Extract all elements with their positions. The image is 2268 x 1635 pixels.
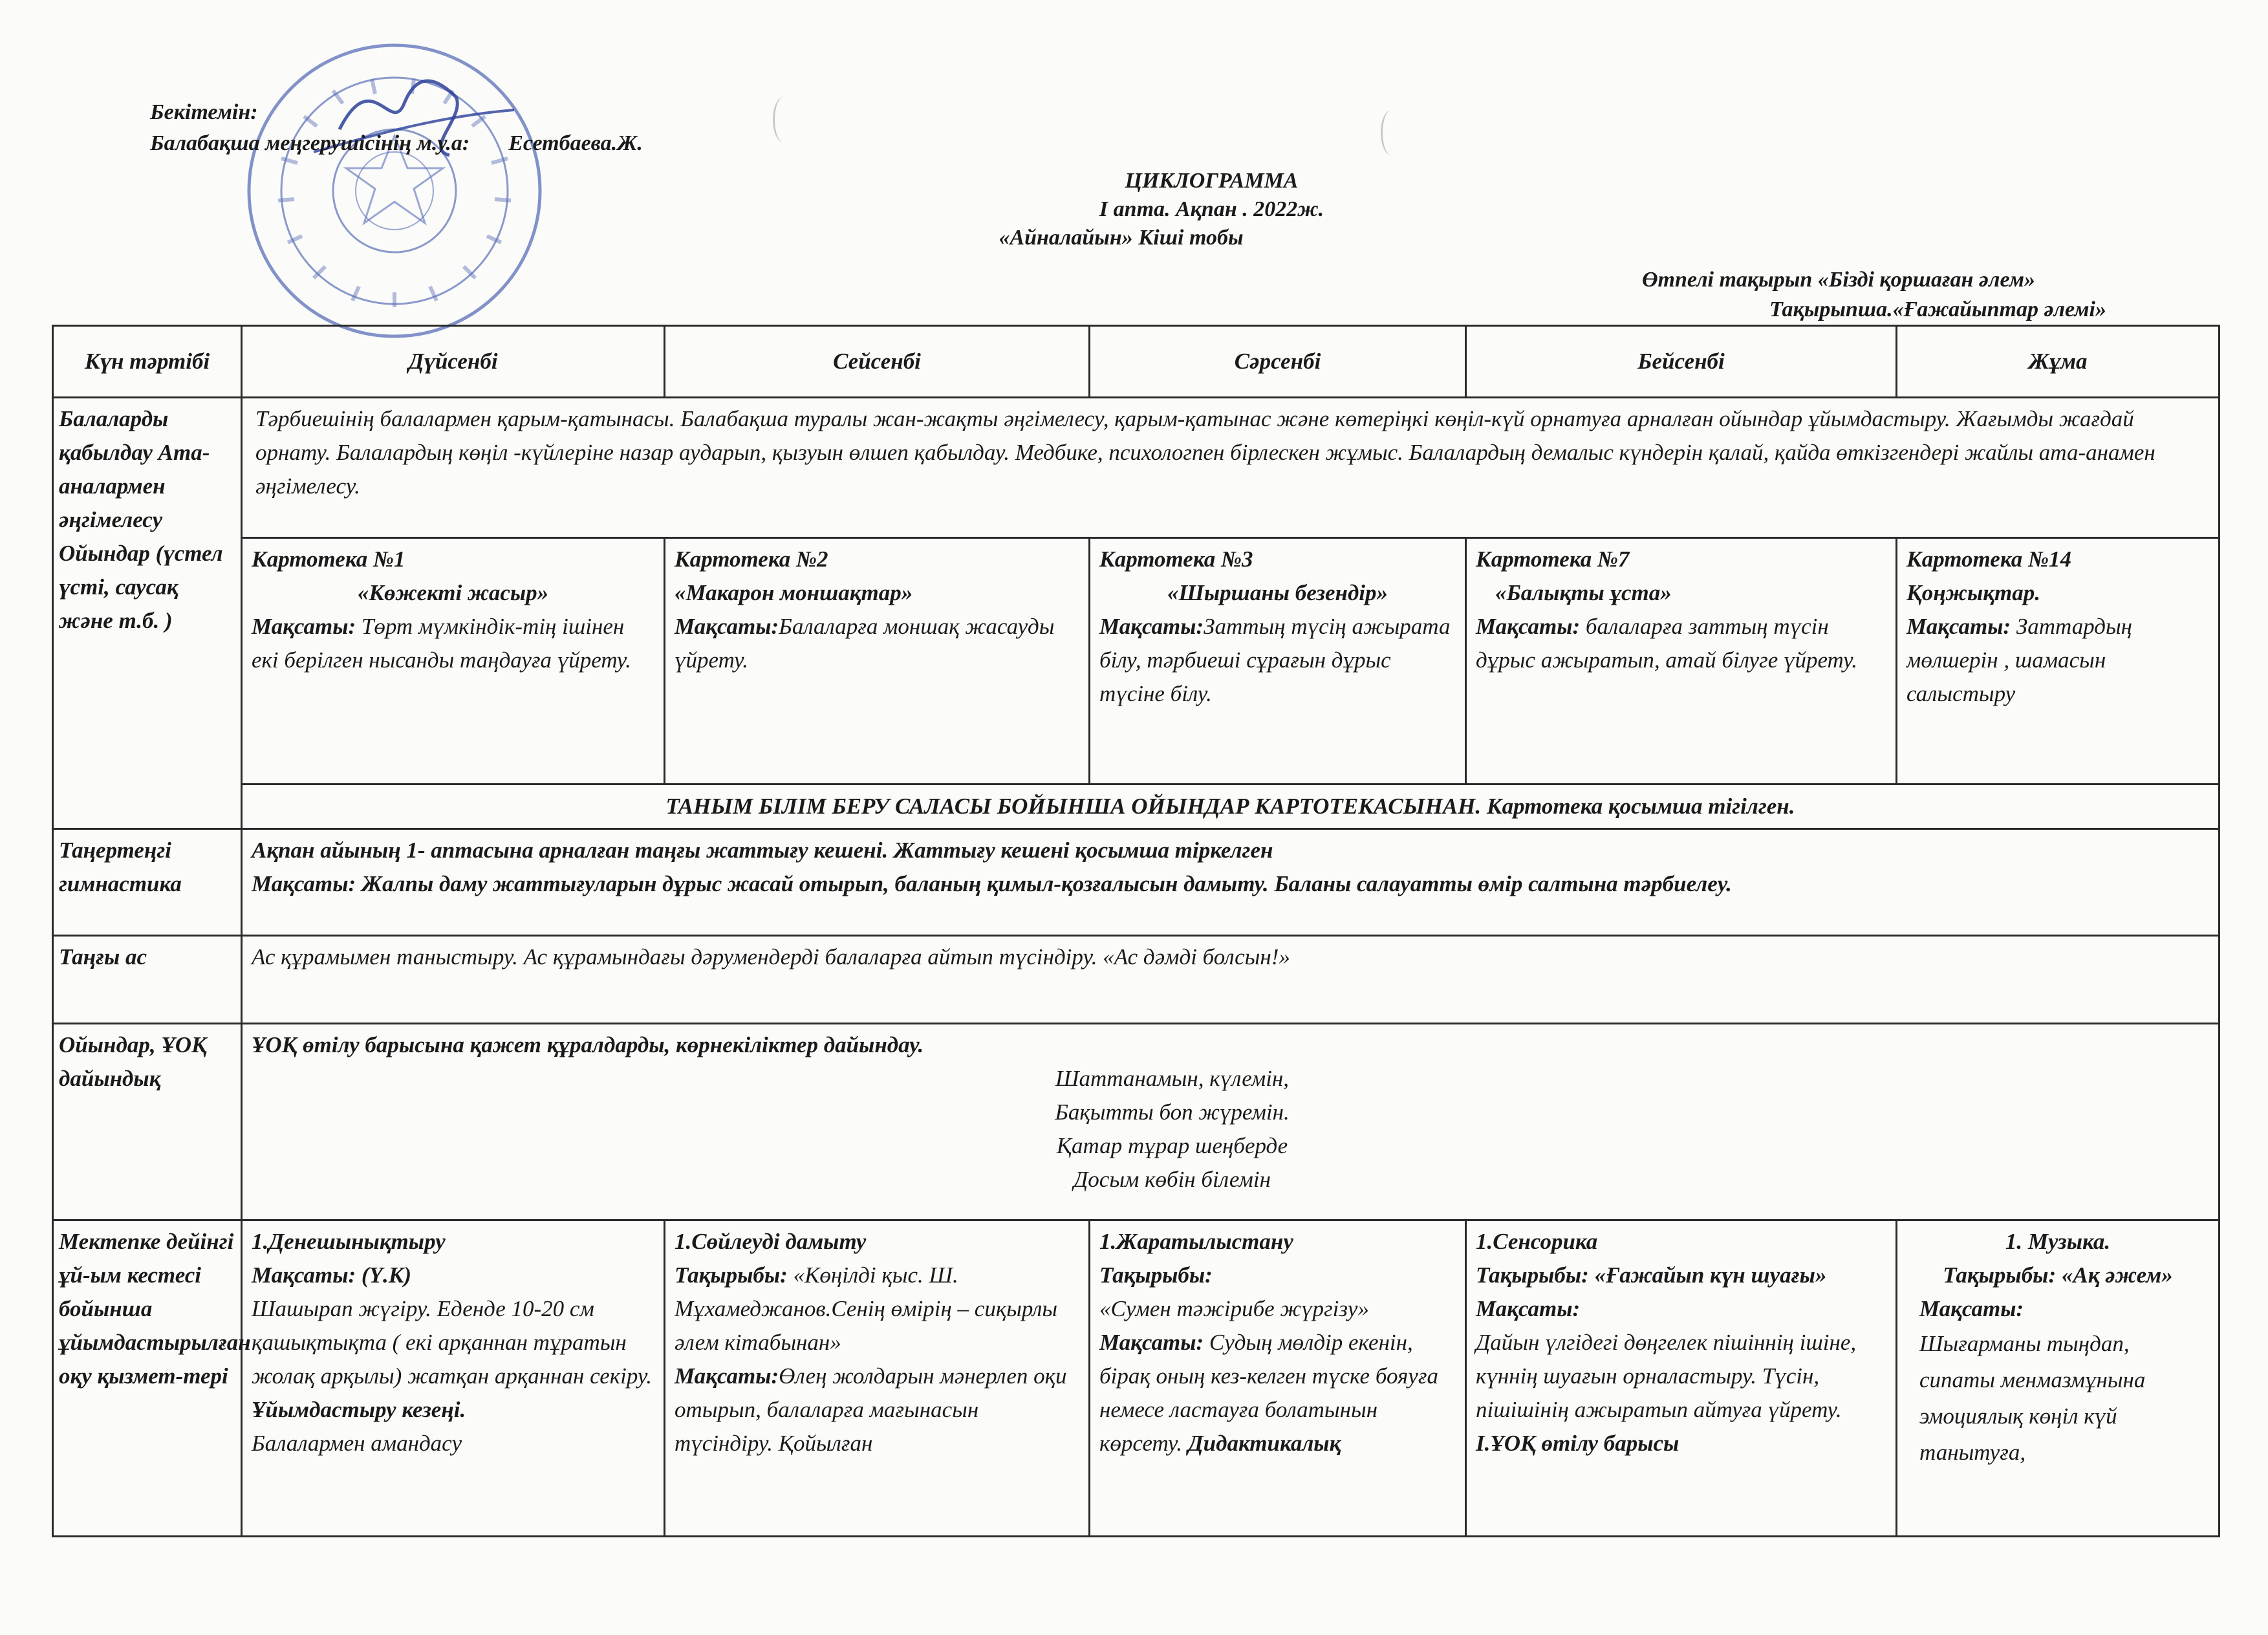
poem-line: Шаттанамын, күлемін, [1055,1065,1290,1091]
lesson-topic-label: Тақырыбы: [1099,1262,1213,1288]
lesson-title: 1.Денешынықтыру [252,1228,446,1254]
card-cell [1090,537,1466,784]
lesson-text: Шашырап жүгіру. Еденде 10-20 см қашықтықта ( екі арқаннан тұратын жолақ арқылы) жатқан арқаннан секіру. [252,1295,652,1389]
card-cell [1466,537,1897,784]
lesson-topic-label: Тақырыбы: [675,1262,788,1288]
card-goal [252,610,654,677]
card-title: Картотека №3 [1099,546,1253,572]
card-goal-text: Балаларға моншақ жасауды үйрету. [675,613,1055,673]
lesson-goal-text: Дайын үлгідегі дөңгелек пішіннің ішіне, күннің шуағын орналастыру. Түсін, пішішінің ажыратып айтуға үйрету. [1476,1329,1857,1422]
breakfast-label: Таңғы ас [53,935,242,1023]
reception-label: Балаларды қабылдау Ата-аналармен әңгімелесу Ойындар (үстел үсті, саусақ және т.б. ) [53,398,242,829]
lesson-goal-label: Мақсаты: [1919,1295,2024,1321]
lesson-topic [675,1259,1079,1359]
lesson-goal-text: Судың мөлдір екенін, бірақ оның кез-келген түске бояуға немесе ластауға болатынын көрсету. [1099,1329,1438,1456]
gym-line-2: Мақсаты: Жалпы даму жаттығуларын дұрыс жасай отырып, баланың қимыл-қозғалысын дамыту. Баланы салауатты өмір салтына тәрбиелеу. [252,871,1732,896]
card-goal-label: Мақсаты: [1476,613,1581,639]
paper-mark [1381,110,1402,155]
lesson-goal-label: Мақсаты: [1476,1295,1581,1321]
card-goal [1099,610,1456,711]
header-day: Дүйсенбі [242,326,665,398]
card-cell [242,537,665,784]
card-name: «Балықты ұста» [1495,579,1672,605]
gym-line-1: Ақпан айының 1- аптасына арналған таңғы жаттығу кешені. Жаттығу кешені қосымша тіркелген [252,837,1273,863]
card-goal-label: Мақсаты: [252,613,356,639]
card-goal-text: Төрт мүмкіндік-тің ішінен екі берілген нысанды таңдауға үйрету. [252,613,631,673]
card-name: «Макарон моншақтар» [675,579,913,605]
card-goal-text: Заттардың мөлшерін , шамасын салыстыру [1906,613,2133,706]
prep-cell [242,1023,2219,1220]
card-goal [1906,610,2209,711]
breakfast-row [53,935,2219,1023]
card-title: Картотека №7 [1476,546,1630,572]
card-title: Картотека №1 [252,546,405,572]
document-title [0,167,2268,252]
lesson-goal [675,1359,1079,1460]
card-goal [675,610,1079,677]
card-name: «Көжекті жасыр» [357,579,549,605]
lesson-tail: І.ҰОҚ өтілу барысы [1476,1430,1679,1456]
lesson-thu [1466,1220,1897,1536]
lesson-tue [665,1220,1090,1536]
approval-position [150,128,643,159]
lesson-goal-label: Мақсаты: [675,1363,779,1389]
reception-row [53,398,2219,537]
lesson-fri [1897,1220,2219,1536]
lesson-topic: Тақырыбы: «Ақ әжем» [1943,1262,2173,1288]
header-day: Жұма [1897,326,2219,398]
card-cell [665,537,1090,784]
reception-text: Тәрбиешінің балалармен қарым-қатынасы. Балабақша туралы жан-жақты әңгімелесу, қарым-қатынас және көтеріңкі көңіл-күй орнатуға арналған ойындар ұйымдастыру. Жағымды жағдай орнату. Балалардың көңіл -күйлеріне назар аударып, қызуын өлшеп қабылдау. Медбике, психологпен бірлескен жұмыс. Балалардың демалыс күндерін қалай, қайда өткізгендері жайлы ата-анамен әңгімелесу. [242,398,2219,537]
card-goal-text: балаларға заттың түсін дұрыс ажыратып, атай білуге үйрету. [1476,613,1858,673]
lesson-goal-label: Мақсаты: [1099,1329,1204,1355]
card-name: «Шыршаны безендір» [1167,579,1388,605]
card-title: Картотека №2 [675,546,828,572]
lesson-title: 1.Сөйлеуді дамыту [675,1228,867,1254]
card-name: Қоңжықтар. [1906,579,2040,605]
lesson-goal-label: Мақсаты: (Ү.К) [252,1262,412,1288]
table-header-row [53,326,2219,398]
breakfast-text: Ас құрамымен таныстыру. Ас құрамындағы дәрумендерді балаларға айтып түсіндіру. «Ас дәмді болсын!» [242,935,2219,1023]
card-goal-text: Заттың түсің ажырата білу, тәрбиеші сұрағын дұрыс түсіне білу. [1099,613,1451,706]
title-group: «Айналайын» Кіші тобы [999,226,1244,250]
through-theme: Өтпелі тақырып «Бізді қоршаған әлем» [1641,268,2035,292]
poem-line: Қатар тұрар шеңберде [1056,1132,1288,1158]
lesson-wed [1090,1220,1466,1536]
cards-row [53,537,2219,784]
lesson-tail: Балалармен амандасу [252,1430,462,1456]
card-goal-label: Мақсаты: [1906,613,2011,639]
lesson-goal-text: Шығарманы тыңдап, сипаты менмазмұнына эмоциялық көңіл күй танытуға, [1919,1330,2146,1465]
header-day: Сәрсенбі [1090,326,1466,398]
header-regime: Күн тәртібі [53,326,242,398]
lesson-topic-text: «Көңілді қыс. Ш. Мұхамеджанов.Сенің өмірің – сиқырлы әлем кітабынан» [675,1262,1058,1355]
lesson-tail: Дидактикалық [1182,1430,1341,1456]
card-goal [1476,610,1886,677]
header-day: Бейсенбі [1466,326,1897,398]
card-cell [1897,537,2219,784]
cards-note: ТАНЫМ БІЛІМ БЕРУ САЛАСЫ БОЙЫНША ОЙЫНДАР КАРТОТЕКАСЫНАН. Картотека қосымша тігілген. [242,784,2219,828]
poem-line: Досым көбін білемін [1074,1166,1271,1192]
header-day: Сейсенбі [665,326,1090,398]
card-title: Картотека №14 [1906,546,2071,572]
lesson-title: 1. Музыка. [2005,1228,2111,1254]
approval-name: Есетбаева.Ж. [508,131,643,155]
paper-mark [773,97,794,142]
sub-theme: Тақырыпша.«Ғажайыптар әлемі» [1769,298,2106,321]
card-goal-label: Мақсаты: [1099,613,1204,639]
gym-text [242,828,2219,935]
theme-block [1642,265,2106,325]
gym-label: Таңертеңгі гимнастика [53,828,242,935]
prep-poem [135,1062,2209,1196]
poem-line: Бақытты боп жүремін. [1055,1099,1290,1125]
lesson-topic-text: «Сумен тәжірибе жүргізу» [1099,1295,1369,1321]
approval-role: Балабақша меңгерушісінің м.у.а: [150,131,470,155]
approval-label: Бекітемін: [150,100,258,124]
lessons-label: Мектепке дейінгі ұй-ым кестесі бойынша ұйымдастырылған оқу қызмет-тері [53,1220,242,1536]
lesson-mon [242,1220,665,1536]
card-goal-label: Мақсаты: [675,613,779,639]
lesson-title: 1.Сенсорика [1476,1228,1598,1254]
lessons-row [53,1220,2219,1536]
prep-text: ҰОҚ өтілу барысына қажет құралдарды, көрнекіліктер дайындау. [252,1032,924,1057]
prep-label: Ойындар, ҰОҚ дайындық [53,1023,242,1220]
lesson-topic: Тақырыбы: «Ғажайып күн шуағы» [1476,1262,1827,1288]
title-week: І апта. Ақпан . 2022ж. [1099,197,1324,221]
title-main: ЦИКЛОГРАММА [1125,169,1299,193]
lesson-goal [1099,1326,1456,1460]
lesson-goal-text: Өлең жолдарын мәнерлеп оқи отырып, балаларға мағынасын түсіндіру. Қойылған [675,1363,1067,1456]
lesson-title: 1.Жаратылыстану [1099,1228,1293,1254]
prep-row [53,1023,2219,1220]
lesson-stage: Ұйымдастыру кезеңі. [252,1396,466,1422]
cyclogram-table [52,325,2220,1537]
approval-block [150,97,643,159]
gym-row [53,828,2219,935]
cards-note-row [53,784,2219,828]
